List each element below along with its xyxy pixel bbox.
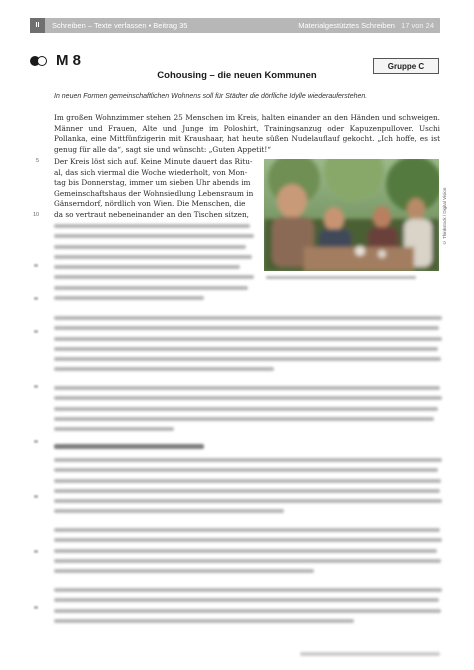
paragraph-1: Im großen Wohnzimmer stehen 25 Menschen im Kreis, halten einander an den Händen und schweigen. Männer und Frauen, Alte und Junge im Poloshirt, Trainingsanzug oder Kapuzenpullover. Uschi Pollanka, eine Mittfünfzigerin mit Kraushaar, hat heute süßen Nudelauflauf gekocht. „Ich hoffe, es ist genug für alle da“, sagt sie und wünscht: „Guten Appetit!“ — [54, 113, 440, 154]
photo-caption — [266, 276, 436, 281]
line-number-5: 5 — [36, 158, 40, 164]
page-header — [30, 18, 440, 33]
line-number-10: 10 — [33, 212, 40, 218]
article-title: Cohousing – die neuen Kommunen — [157, 70, 317, 81]
blurred-body-text-1 — [54, 316, 444, 378]
header-right-text — [298, 21, 440, 30]
paragraph-2-column — [54, 157, 259, 221]
header-left-text: Schreiben – Texte verfassen • Beitrag 35 — [52, 21, 188, 30]
section-label-text: M 8 — [56, 52, 82, 69]
blurred-body-text-2 — [54, 386, 444, 437]
blurred-footer — [300, 652, 440, 656]
group-badge: Gruppe C — [373, 58, 439, 74]
blurred-body-text-5 — [54, 588, 444, 629]
blurred-column-text — [54, 224, 259, 306]
material-icon — [30, 55, 52, 67]
text-line: al, das sich viermal die Woche wiederholt, von Mon- — [54, 167, 248, 177]
blurred-body-text-4 — [54, 528, 444, 579]
community-dinner-photo — [264, 159, 439, 271]
chapter-number: II — [30, 18, 45, 33]
blurred-body-text-3 — [54, 458, 444, 520]
photo-credit: © Thinkstock / Digital Vision — [442, 187, 447, 245]
text-line: Gemeinschaftshaus der Wohnsiedlung Lebensraum in — [54, 188, 254, 198]
text-line: tag bis Donnerstag, immer um sieben Uhr abends im — [54, 178, 251, 188]
text-line: Gänserndorf, nördlich von Wien. Die Menschen, die — [54, 199, 246, 209]
blurred-subheading — [54, 444, 444, 455]
section-label — [30, 52, 81, 69]
text-line: Der Kreis löst sich auf. Keine Minute dauert das Ritu- — [54, 157, 253, 166]
header-page-number: 17 von 24 — [401, 21, 434, 30]
text-line: da so vertraut nebeneinander an den Tischen sitzen, — [54, 209, 249, 219]
article-lead: In neuen Formen gemeinschaftlichen Wohnens soll für Städter die dörfliche Idylle wiederauferstehen. — [54, 93, 368, 100]
header-topic: Materialgestütztes Schreiben — [298, 21, 395, 30]
